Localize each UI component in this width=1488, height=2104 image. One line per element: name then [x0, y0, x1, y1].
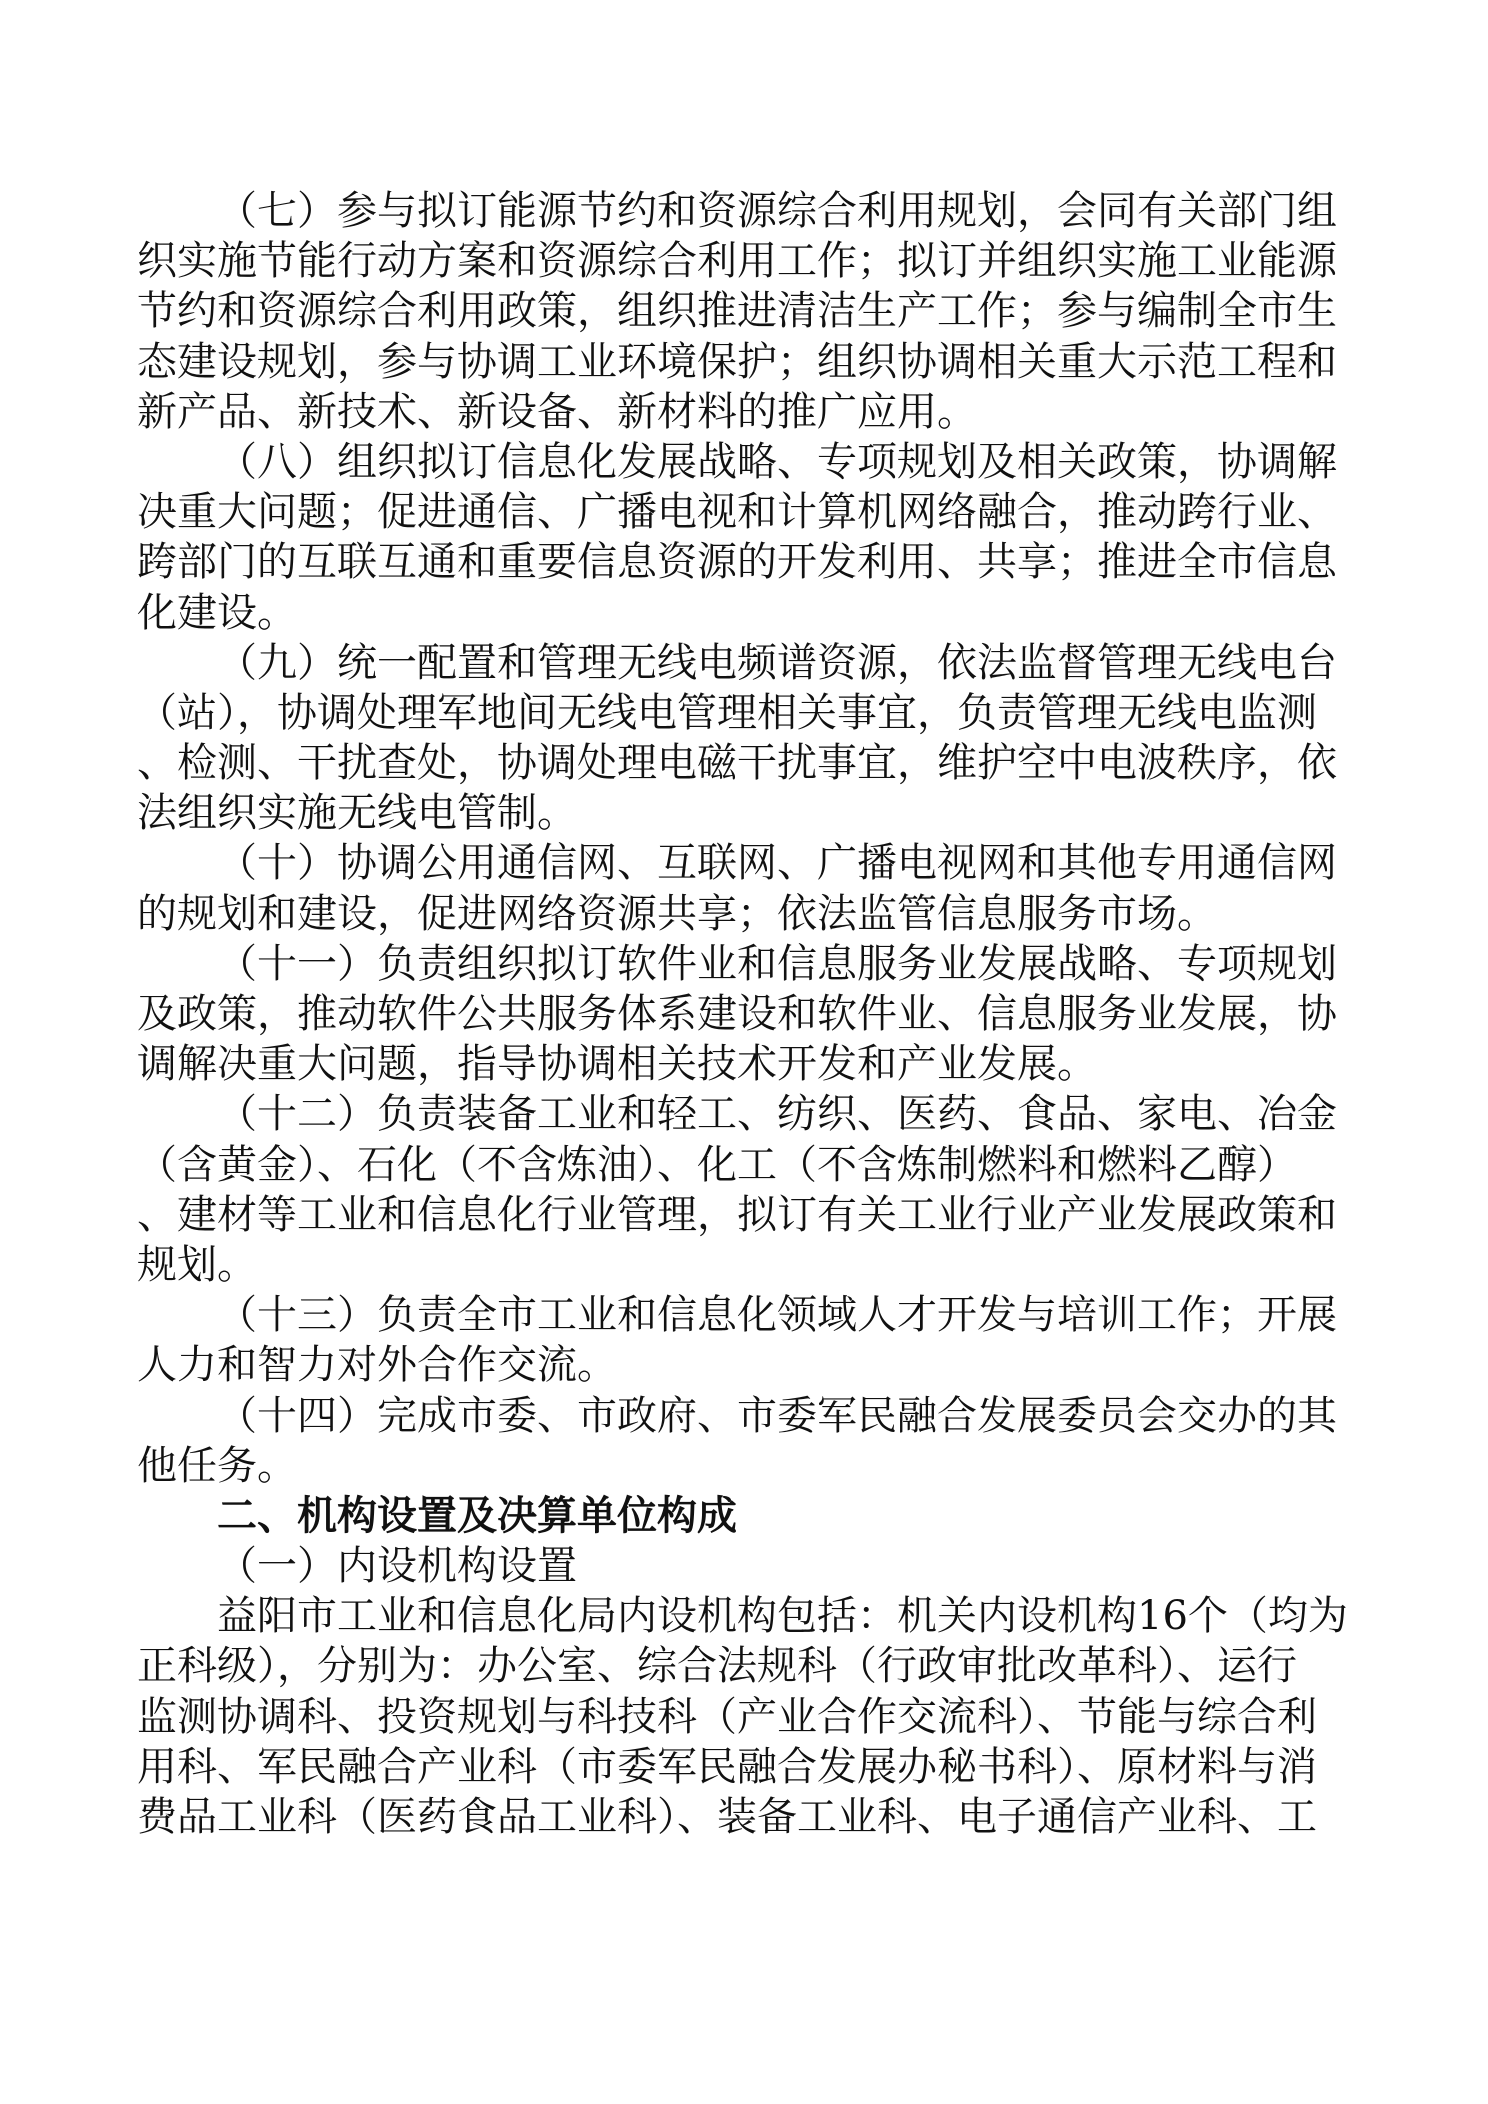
paragraph — [137, 1541, 1337, 1591]
text-line: 规划。 — [137, 1241, 257, 1288]
text-line: 调解决重大问题，指导协调相关技术开发和产业发展。 — [137, 1041, 1097, 1088]
text-line: （九）统一配置和管理无线电频谱资源，依法监督管理无线电台 — [217, 639, 1337, 686]
text-line: （含黄金）、石化（不含炼油）、化工（不含炼制燃料和燃料乙醇） — [137, 1141, 1297, 1188]
paragraph — [137, 638, 1337, 839]
text-line: （十）协调公用通信网、互联网、广播电视网和其他专用通信网 — [217, 840, 1337, 887]
text-line: 及政策，推动软件公共服务体系建设和软件业、信息服务业发展，协 — [137, 991, 1337, 1037]
text-line: 决重大问题；促进通信、广播电视和计算机网络融合，推动跨行业、 — [137, 489, 1337, 536]
paragraph — [137, 939, 1337, 1090]
text-line: （十二）负责装备工业和轻工、纺织、医药、食品、家电、冶金 — [217, 1091, 1337, 1138]
text-line: （十一）负责组织拟订软件业和信息服务业发展战略、专项规划 — [217, 940, 1337, 987]
text-line: 法组织实施无线电管制。 — [137, 790, 577, 837]
text-line: 、检测、干扰查处，协调处理电磁干扰事宜，维护空中电波秩序，依 — [137, 740, 1337, 787]
text-line: 益阳市工业和信息化局内设机构包括：机关内设机构16个（均为 — [217, 1593, 1348, 1640]
text-line: 监测协调科、投资规划与科技科（产业合作交流科）、节能与综合利 — [137, 1693, 1317, 1740]
text-line: （站），协调处理军地间无线电管理相关事宜，负责管理无线电监测 — [137, 689, 1317, 736]
text-line: 正科级），分别为：办公室、综合法规科（行政审批改革科）、运行 — [137, 1643, 1297, 1690]
text-line: 新产品、新技术、新设备、新材料的推广应用。 — [137, 388, 977, 435]
text-line: 二、机构设置及决算单位构成 — [217, 1491, 737, 1539]
text-line: 的规划和建设，促进网络资源共享；依法监管信息服务市场。 — [137, 890, 1217, 937]
text-line: （八）组织拟订信息化发展战略、专项规划及相关政策，协调解 — [217, 438, 1337, 485]
text-line: 化建设。 — [137, 589, 297, 636]
paragraph — [137, 838, 1337, 938]
text-line: （七）参与拟订能源节约和资源综合利用规划，会同有关部门组 — [217, 188, 1337, 234]
text-line: 、建材等工业和信息化行业管理，拟订有关工业行业产业发展政策和 — [137, 1191, 1337, 1238]
text-line: （十三）负责全市工业和信息化领域人才开发与培训工作；开展 — [217, 1292, 1337, 1339]
text-line: 人力和智力对外合作交流。 — [137, 1342, 617, 1389]
text-line: 态建设规划，参与协调工业环境保护；组织协调相关重大示范工程和 — [137, 338, 1337, 385]
text-line: 用科、军民融合产业科（市委军民融合发展办秘书科）、原材料与消 — [137, 1743, 1317, 1790]
text-line: 节约和资源综合利用政策，组织推进清洁生产工作；参与编制全市生 — [137, 288, 1337, 335]
paragraph — [137, 1290, 1337, 1390]
paragraph — [137, 186, 1337, 437]
text-line: （一）内设机构设置 — [217, 1543, 577, 1590]
paragraph — [137, 1591, 1348, 1842]
text-line: 费品工业科（医药食品工业科）、装备工业科、电子通信产业科、工 — [137, 1794, 1317, 1840]
paragraph — [137, 1089, 1337, 1290]
section-heading — [137, 1491, 1337, 1541]
text-line: （十四）完成市委、市政府、市委军民融合发展委员会交办的其 — [217, 1392, 1337, 1439]
text-line: 他任务。 — [137, 1442, 297, 1489]
text-line: 跨部门的互联互通和重要信息资源的开发利用、共享；推进全市信息 — [137, 539, 1337, 586]
document-page — [137, 186, 1348, 1842]
text-line: 织实施节能行动方案和资源综合利用工作；拟订并组织实施工业能源 — [137, 238, 1337, 285]
paragraph — [137, 437, 1337, 638]
paragraph — [137, 1391, 1337, 1491]
